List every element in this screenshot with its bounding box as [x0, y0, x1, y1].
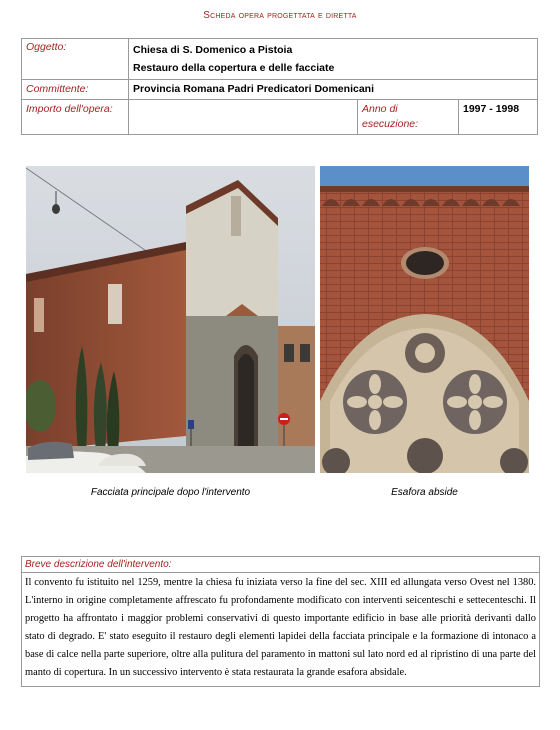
facade-photo — [26, 166, 315, 473]
oggetto-line-2: Restauro della copertura e delle facciate — [133, 62, 335, 74]
importo-value — [129, 100, 358, 135]
committente-label: Committente: — [22, 80, 129, 100]
description-box — [21, 556, 540, 687]
apse-window-photo — [320, 166, 529, 473]
oggetto-value — [129, 39, 538, 80]
anno-label: Anno di esecuzione: — [358, 100, 459, 135]
oggetto-label: Oggetto: — [22, 39, 129, 80]
description-text: Il convento fu istituito nel 1259, mentre la chiesa fu iniziata verso la fine del sec. XIII ed allungata verso Ovest nel 1380. L'interno in origine completamente affrescato fu profondamente modificato con interventi seicenteschi e settecenteschi. Il progetto ha affrontato i maggior problemi conservativi di questo importante edificio in base alle priorità derivanti dallo stato di degrado. E' stato eseguito il restauro degli elementi lapidei della facciata principale e la formazione di intonaco a base di calce nella parte superiore, oltre alla pulitura del paramento in mattoni sul lato nord ed al ripristino di una parte del manto di copertura. In un successivo intervento è stata restaurata la grande esafora absidale. — [25, 577, 536, 679]
committente-value: Provincia Romana Padri Predicatori Domenicani — [129, 80, 538, 100]
importo-label: Importo dell'opera: — [22, 100, 129, 135]
apse-photo-caption: Esafora abside — [391, 487, 458, 498]
facade-photo-caption: Facciata principale dopo l'intervento — [90, 487, 251, 498]
document-title: Scheda opera progettata e diretta — [203, 10, 357, 21]
apse-window-illustration — [320, 166, 529, 473]
facade-photo-illustration — [26, 166, 315, 473]
project-info-table — [21, 38, 538, 135]
oggetto-line-1: Chiesa di S. Domenico a Pistoia — [133, 44, 293, 56]
anno-value: 1997 - 1998 — [459, 100, 538, 135]
description-heading: Breve descrizione dell'intervento: — [22, 557, 539, 573]
